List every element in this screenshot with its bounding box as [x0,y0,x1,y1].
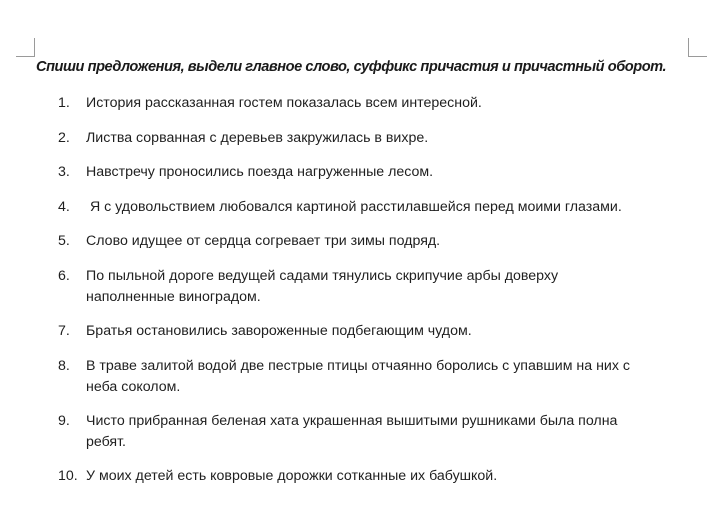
item-number: 3. [58,164,70,180]
item-text [86,356,690,398]
item-text-line: неба соколом. [86,379,181,395]
item-text-line: наполненные виноградом. [86,289,261,305]
item-number: 8. [58,358,70,374]
item-text-line: По пыльной дороге ведущей садами тянулись скрипучие арбы доверху [86,268,559,284]
item-number: 1. [58,95,70,111]
margin-corner-mark-top-left [16,38,35,57]
item-text: Братья остановились завороженные подбегающим чудом. [86,323,472,339]
item-number: 10. [58,468,78,484]
item-number: 9. [58,413,70,429]
assignment-title: Спиши предложения, выдели главное слово, суффикс причастия и причастный оборот. [36,59,667,75]
item-text [86,411,690,453]
item-text: История рассказанная гостем показалась всем интересной. [86,95,482,111]
item-number: 7. [58,323,70,339]
item-text-line: В траве залитой водой две пестрые птицы отчаянно боролись с упавшим на них с [86,358,630,374]
item-text: Листва сорванная с деревьев закружилась в вихре. [86,130,429,146]
item-text: Я с удовольствием любовался картиной расстилавшейся перед моими глазами. [86,199,622,215]
item-text [86,266,690,308]
item-text: У моих детей есть ковровые дорожки сотканные их бабушкой. [86,468,498,484]
item-number: 2. [58,130,70,146]
item-text-line: ребят. [86,434,126,450]
margin-corner-mark-top-right [688,38,707,57]
item-text-line: Чисто прибранная беленая хата украшенная вышитыми рушниками была полна [86,413,618,429]
item-text: Навстречу проносились поезда нагруженные лесом. [86,164,434,180]
item-text: Слово идущее от сердца согревает три зимы подряд. [86,233,441,249]
item-number: 4. [58,199,70,215]
item-number: 6. [58,268,70,284]
item-number: 5. [58,233,70,249]
